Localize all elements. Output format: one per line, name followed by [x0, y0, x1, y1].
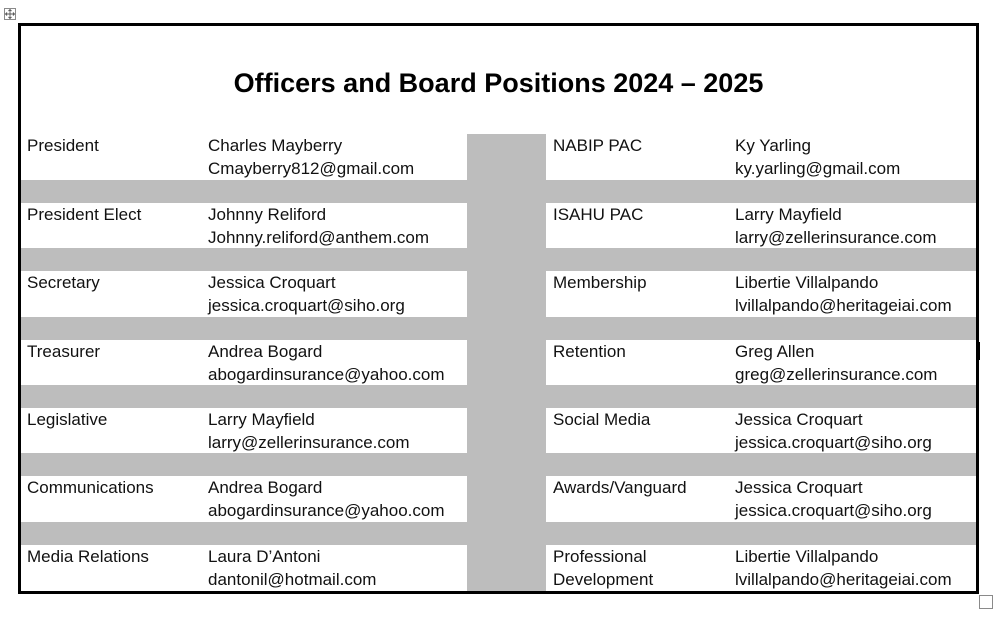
row-separator	[21, 180, 976, 203]
officer-cell[interactable]	[735, 272, 952, 317]
position-cell[interactable]	[553, 341, 626, 364]
position-cell[interactable]	[27, 272, 100, 295]
officer-email: dantonil@hotmail.com	[208, 569, 377, 589]
officer-cell[interactable]	[735, 341, 937, 386]
position-label: Media Relations	[27, 547, 149, 566]
officer-name: Jessica Croquart	[735, 410, 863, 429]
officer-email: ky.yarling@gmail.com	[735, 158, 901, 178]
row-separator	[21, 248, 976, 271]
position-cell[interactable]	[553, 272, 647, 295]
position-cell[interactable]	[27, 135, 99, 158]
officer-name: Larry Mayfield	[208, 410, 315, 429]
position-label: NABIP PAC	[553, 136, 643, 155]
officer-cell[interactable]	[735, 204, 937, 249]
officer-email: lvillalpando@heritageiai.com	[735, 569, 952, 589]
officer-email: jessica.croquart@siho.org	[735, 432, 932, 452]
row-separator	[21, 522, 976, 545]
officer-name: Andrea Bogard	[208, 342, 323, 361]
position-label: President Elect	[27, 205, 142, 224]
position-cell[interactable]	[27, 546, 149, 569]
position-label: Treasurer	[27, 342, 101, 361]
position-label: Communications	[27, 478, 154, 497]
officer-name: Larry Mayfield	[735, 205, 842, 224]
officer-email: larry@zellerinsurance.com	[735, 227, 937, 247]
position-cell[interactable]	[553, 477, 687, 500]
officer-name: Charles Mayberry	[208, 136, 343, 155]
officer-cell[interactable]	[208, 409, 410, 454]
officer-email: Johnny.reliford@anthem.com	[208, 227, 430, 247]
officer-cell[interactable]	[208, 477, 445, 522]
officer-email: lvillalpando@heritageiai.com	[735, 295, 952, 315]
row-separator	[21, 317, 976, 340]
officer-cell[interactable]	[208, 546, 376, 591]
position-cell[interactable]	[27, 204, 141, 227]
position-cell[interactable]	[27, 341, 100, 364]
position-label: Secretary	[27, 273, 100, 292]
position-cell[interactable]	[27, 477, 154, 500]
officers-table	[18, 23, 979, 594]
table-move-handle-icon[interactable]	[4, 8, 16, 20]
officer-cell[interactable]	[735, 135, 900, 180]
officer-email: jessica.croquart@siho.org	[735, 500, 932, 520]
officer-name: Jessica Croquart	[735, 478, 863, 497]
position-label: ISAHU PAC	[553, 205, 644, 224]
officer-name: Libertie Villalpando	[735, 547, 879, 566]
row-separator	[21, 385, 976, 408]
row-separator	[21, 453, 976, 476]
position-cell[interactable]	[553, 135, 642, 158]
officer-email: greg@zellerinsurance.com	[735, 364, 938, 384]
officer-cell[interactable]	[208, 204, 429, 249]
position-label: Retention	[553, 342, 626, 361]
position-label: President	[27, 136, 99, 155]
officer-email: larry@zellerinsurance.com	[208, 432, 410, 452]
officer-cell[interactable]	[735, 546, 952, 591]
officer-cell[interactable]	[735, 409, 932, 454]
position-cell[interactable]	[27, 409, 107, 432]
page-title: Officers and Board Positions 2024 – 2025	[233, 68, 764, 98]
officer-name: Ky Yarling	[735, 136, 811, 155]
position-cell[interactable]	[553, 409, 650, 432]
officer-cell[interactable]	[208, 341, 445, 386]
officer-name: Andrea Bogard	[208, 478, 323, 497]
officer-cell[interactable]	[735, 477, 932, 522]
position-label: Legislative	[27, 410, 108, 429]
officer-name: Johnny Reliford	[208, 205, 327, 224]
position-cell[interactable]	[553, 204, 643, 227]
position-label: Membership	[553, 273, 647, 292]
officer-email: jessica.croquart@siho.org	[208, 295, 405, 315]
officer-email: abogardinsurance@yahoo.com	[208, 364, 445, 384]
officer-name: Laura D’Antoni	[208, 547, 321, 566]
officer-cell[interactable]	[208, 272, 405, 317]
table-resize-handle[interactable]	[979, 595, 993, 609]
officer-email: Cmayberry812@gmail.com	[208, 158, 415, 178]
position-label: Awards/Vanguard	[553, 478, 687, 497]
officer-email: abogardinsurance@yahoo.com	[208, 500, 445, 520]
position-label: Professional	[553, 547, 647, 566]
officer-name: Libertie Villalpando	[735, 273, 879, 292]
position-label-line2: Development	[553, 569, 654, 589]
text-cursor	[979, 342, 980, 360]
position-cell[interactable]	[553, 546, 653, 591]
officer-name: Greg Allen	[735, 342, 815, 361]
officer-name: Jessica Croquart	[208, 273, 336, 292]
officer-cell[interactable]	[208, 135, 414, 180]
four-arrows-icon	[5, 9, 15, 19]
position-label: Social Media	[553, 410, 651, 429]
